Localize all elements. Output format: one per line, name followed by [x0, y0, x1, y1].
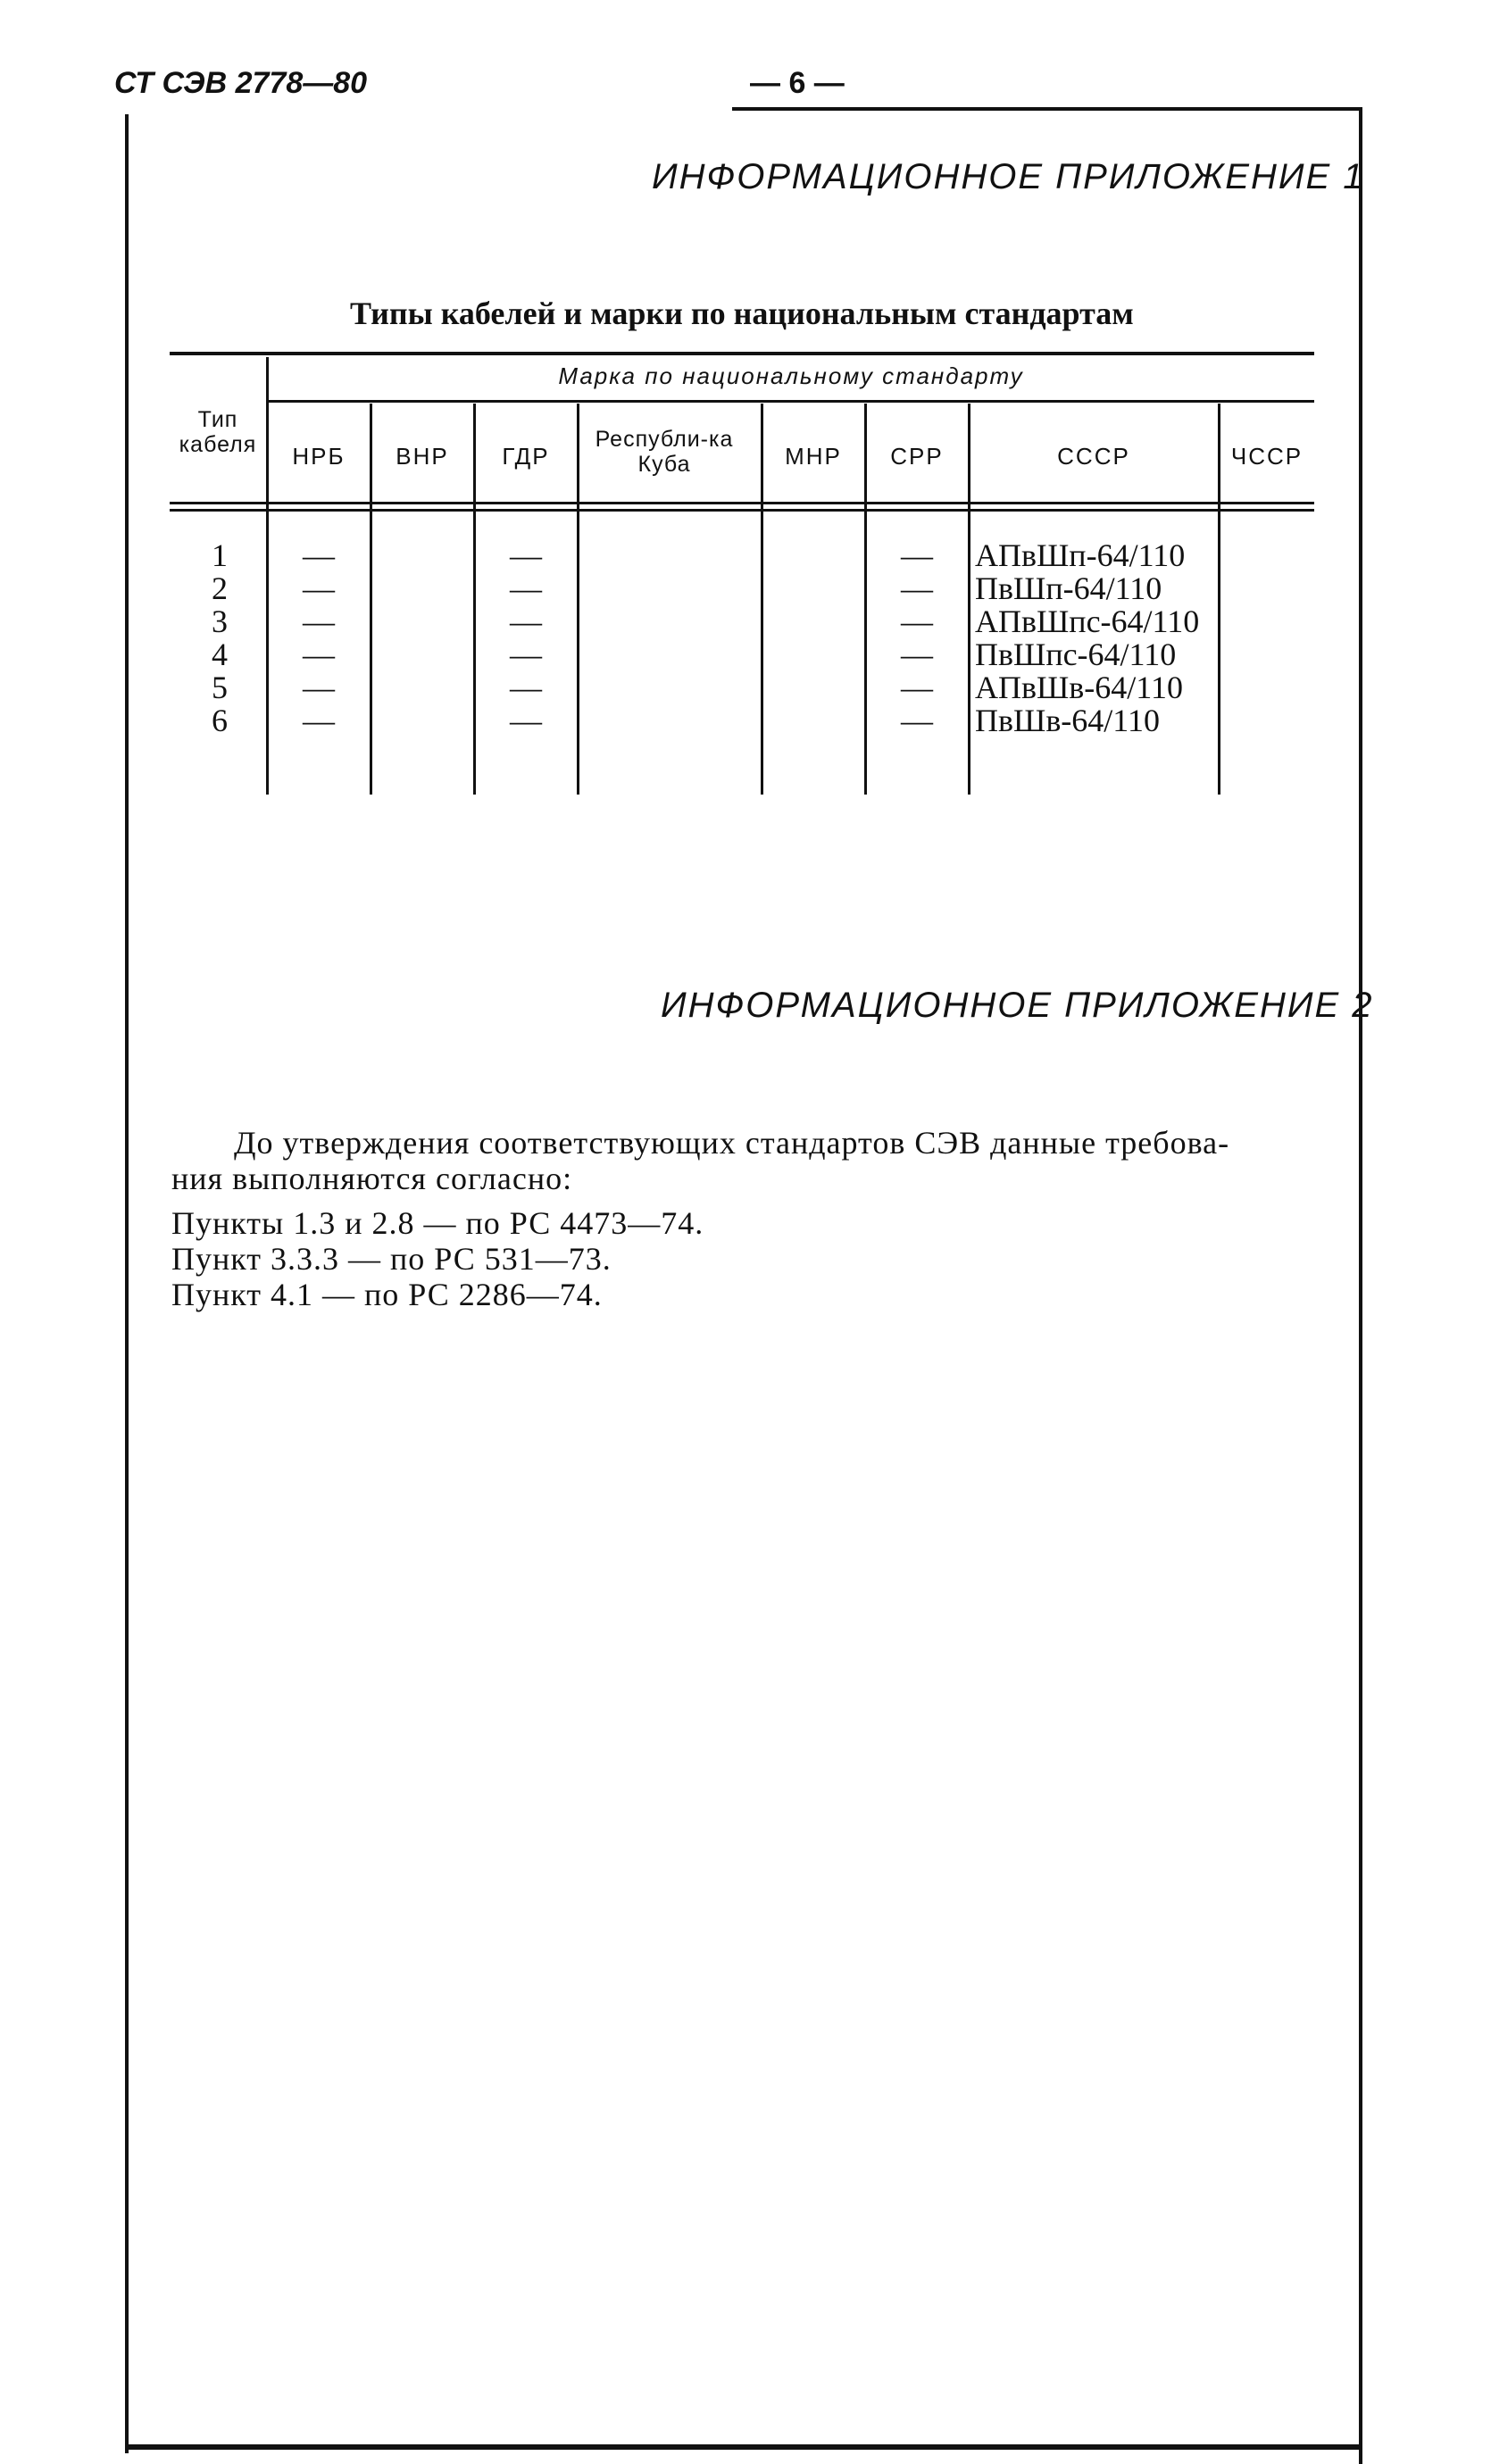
column-header-gdr: ГДР: [502, 443, 550, 470]
type-cell: 1: [212, 537, 228, 573]
group-column-header: Марка по национальному стандарту: [558, 362, 1024, 389]
sssr-cell: АПвШпс-64/110: [975, 604, 1200, 639]
srr-column: [866, 539, 968, 737]
sssr-cell: АПвШв-64/110: [975, 670, 1183, 705]
table-top-rule: [170, 352, 1314, 355]
list-item: Пункт 3.3.3 — по РС 531—73.: [171, 1241, 612, 1277]
nrb-cell: —: [303, 570, 335, 606]
srr-cell: —: [901, 537, 933, 573]
col-divider: [577, 404, 579, 795]
gdr-cell: —: [510, 637, 542, 672]
gdr-cell: —: [510, 703, 542, 738]
column-header-nrb: НРБ: [292, 443, 346, 470]
nrb-cell: —: [303, 604, 335, 639]
srr-cell: —: [901, 637, 933, 672]
column-header-mnr: МНР: [785, 443, 842, 470]
appendix-2-title: ИНФОРМАЦИОННОЕ ПРИЛОЖЕНИЕ 2: [661, 986, 1374, 1025]
appendix-2-intro-line-2: ния выполняются согласно:: [171, 1161, 573, 1196]
srr-cell: —: [901, 604, 933, 639]
type-cell: 3: [212, 604, 228, 639]
frame-bottom-border: [125, 2444, 1362, 2450]
type-cell: 2: [212, 570, 228, 606]
sssr-cell: ПвШпс-64/110: [975, 637, 1177, 672]
frame-top-border: [732, 107, 1362, 111]
sssr-cell: ПвШп-64/110: [975, 570, 1162, 606]
sssr-column: [975, 539, 1216, 737]
appendix-2-intro-line-1: До утверждения соответствующих стандартов СЭВ данные требова-: [234, 1125, 1230, 1161]
appendix-2-list: [171, 1205, 704, 1312]
gdr-cell: —: [510, 604, 542, 639]
column-header-vnr: ВНР: [396, 443, 449, 470]
document-code: СТ СЭВ 2778—80: [114, 66, 368, 100]
nrb-cell: —: [303, 537, 335, 573]
type-column-header: Тип кабеля: [179, 407, 257, 457]
type-cell: 4: [212, 637, 228, 672]
srr-cell: —: [901, 703, 933, 738]
frame-left-border: [125, 114, 129, 2453]
page-number: — 6 —: [750, 66, 845, 100]
column-header-cuba: Республи-ка Куба: [595, 427, 734, 477]
column-header-srr: СРР: [890, 443, 944, 470]
gdr-cell: —: [510, 670, 542, 705]
appendix-1-title: ИНФОРМАЦИОННОЕ ПРИЛОЖЕНИЕ 1: [652, 157, 1365, 196]
table-header-rule-2: [170, 509, 1314, 512]
nrb-column: [268, 539, 370, 737]
type-cell: 6: [212, 703, 228, 738]
table-header-rule-1: [170, 502, 1314, 504]
nrb-cell: —: [303, 703, 335, 738]
nrb-cell: —: [303, 670, 335, 705]
table-title: Типы кабелей и марки по национальным стандартам: [350, 296, 1134, 331]
gdr-column: [475, 539, 577, 737]
srr-cell: —: [901, 570, 933, 606]
column-header-chssr: ЧССР: [1230, 443, 1304, 470]
nrb-cell: —: [303, 637, 335, 672]
type-cell: 5: [212, 670, 228, 705]
gdr-cell: —: [510, 570, 542, 606]
frame-right-border: [1359, 107, 1362, 2464]
column-header-sssr: СССР: [1057, 443, 1130, 470]
type-column: [202, 539, 237, 737]
sssr-cell: ПвШв-64/110: [975, 703, 1160, 738]
gdr-cell: —: [510, 537, 542, 573]
table-group-rule: [268, 400, 1314, 403]
srr-cell: —: [901, 670, 933, 705]
list-item: Пункт 4.1 — по РС 2286—74.: [171, 1277, 603, 1312]
sssr-cell: АПвШп-64/110: [975, 537, 1186, 573]
list-item: Пункты 1.3 и 2.8 — по РС 4473—74.: [171, 1205, 704, 1241]
